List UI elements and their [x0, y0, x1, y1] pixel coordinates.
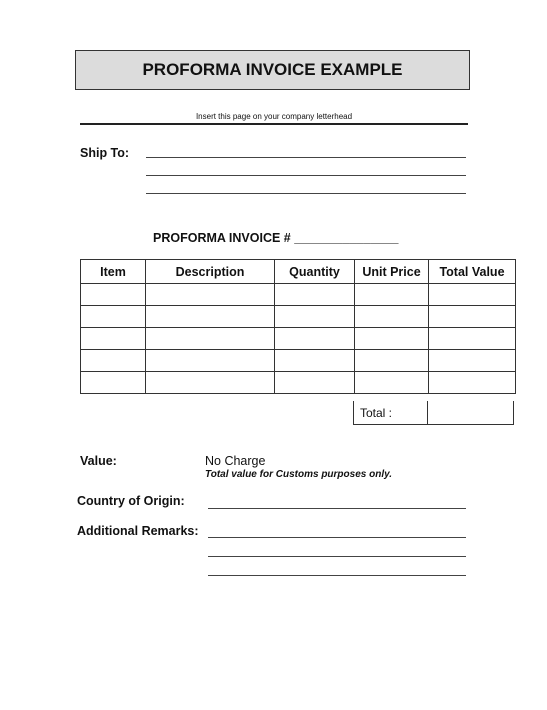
table-cell — [81, 372, 146, 394]
table-cell — [146, 350, 275, 372]
column-header-total-value: Total Value — [429, 260, 516, 284]
value-label: Value: — [80, 454, 117, 468]
header-divider — [80, 123, 468, 125]
table-cell — [81, 306, 146, 328]
customs-note: Total value for Customs purposes only. — [205, 469, 393, 480]
column-header-item: Item — [81, 260, 146, 284]
table-row — [81, 372, 516, 394]
table-cell — [275, 306, 355, 328]
country-of-origin-line — [208, 508, 466, 509]
page-title: PROFORMA INVOICE EXAMPLE — [142, 60, 403, 79]
table-cell — [429, 328, 516, 350]
table-row — [81, 350, 516, 372]
table-row — [81, 328, 516, 350]
table-cell — [355, 306, 429, 328]
items-table — [80, 259, 516, 394]
table-row — [81, 306, 516, 328]
column-header-unit-price: Unit Price — [355, 260, 429, 284]
table-cell — [81, 350, 146, 372]
ship-to-label: Ship To: — [80, 146, 130, 160]
column-header-description: Description — [146, 260, 275, 284]
column-header-quantity: Quantity — [275, 260, 355, 284]
table-cell — [429, 350, 516, 372]
invoice-title-box — [75, 50, 470, 90]
table-cell — [275, 372, 355, 394]
invoice-number-label: PROFORMA INVOICE # _______________ — [153, 231, 399, 245]
additional-remarks-label: Additional Remarks: — [77, 524, 199, 538]
table-cell — [355, 328, 429, 350]
ship-to-line-1 — [146, 157, 466, 158]
table-cell — [81, 328, 146, 350]
value-text: No Charge — [205, 454, 266, 468]
table-cell — [146, 284, 275, 306]
remarks-line-3 — [208, 575, 466, 576]
table-cell — [355, 372, 429, 394]
table-cell — [429, 372, 516, 394]
total-label: Total : — [354, 401, 428, 424]
table-cell — [275, 284, 355, 306]
table-cell — [146, 306, 275, 328]
table-cell — [429, 306, 516, 328]
table-cell — [275, 350, 355, 372]
table-cell — [146, 328, 275, 350]
ship-to-line-3 — [146, 193, 466, 194]
table-cell — [81, 284, 146, 306]
table-cell — [429, 284, 516, 306]
letterhead-note: Insert this page on your company letterhead — [195, 112, 353, 121]
total-box — [353, 401, 514, 425]
country-of-origin-label: Country of Origin: — [77, 494, 185, 508]
table-cell — [275, 328, 355, 350]
remarks-line-1 — [208, 537, 466, 538]
table-cell — [355, 284, 429, 306]
table-cell — [355, 350, 429, 372]
table-header-row — [81, 260, 516, 284]
table-cell — [146, 372, 275, 394]
table-row — [81, 284, 516, 306]
remarks-line-2 — [208, 556, 466, 557]
ship-to-line-2 — [146, 175, 466, 176]
